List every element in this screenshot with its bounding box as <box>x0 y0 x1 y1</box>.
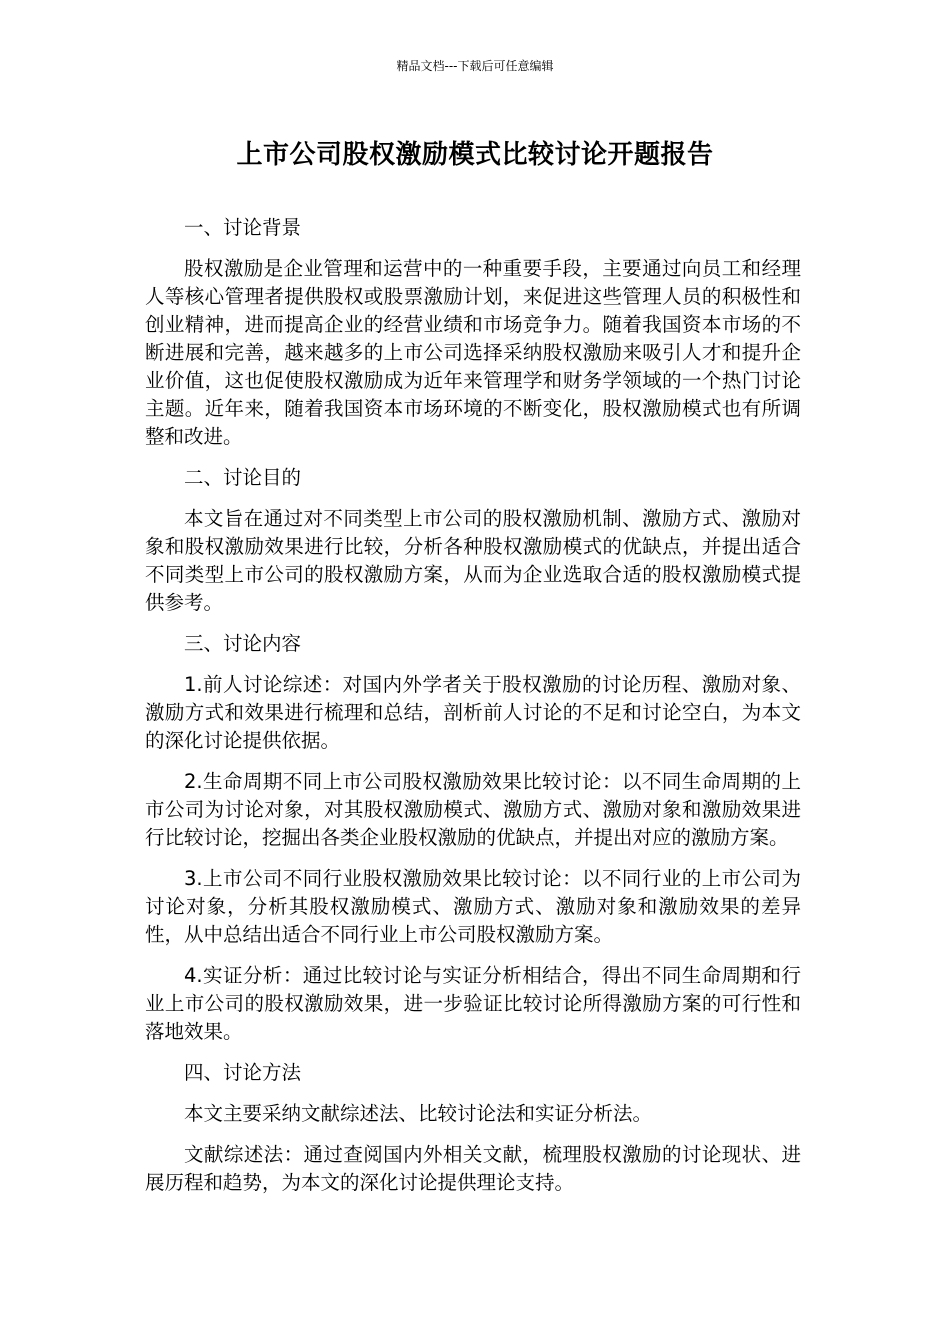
paragraph-content-2: 2.生命周期不同上市公司股权激励效果比较讨论：以不同生命周期的上市公司为讨论对象，对其股权激励模式、激励方式、激励对象和激励效果进行比较讨论，挖掘出各类企业股权激励的优缺点，并提出对应的激励方案。 <box>145 770 801 849</box>
section-heading-content: 三、讨论内容 <box>184 632 302 655</box>
document-title: 上市公司股权激励模式比较讨论开题报告 <box>236 140 714 170</box>
section-heading-purpose: 二、讨论目的 <box>184 466 302 489</box>
paragraph-background-1: 股权激励是企业管理和运营中的一种重要手段，主要通过向员工和经理人等核心管理者提供股权或股票激励计划，来促进这些管理人员的积极性和创业精神，进而提高企业的经营业绩和市场竞争力。随着我国资本市场的不断进展和完善，越来越多的上市公司选择采纳股权激励来吸引人才和提升企业价值，这也促使股权激励成为近年来管理学和财务学领域的一个热门讨论主题。近年来，随着我国资本市场环境的不断变化，股权激励模式也有所调整和改进。 <box>145 257 801 448</box>
document-body <box>145 214 801 1210</box>
paragraph-purpose-1: 本文旨在通过对不同类型上市公司的股权激励机制、激励方式、激励对象和股权激励效果进行比较，分析各种股权激励模式的优缺点，并提出适合不同类型上市公司的股权激励方案，从而为企业选取合适的股权激励模式提供参考。 <box>145 507 801 614</box>
section-heading-background: 一、讨论背景 <box>184 216 302 239</box>
paragraph-content-4: 4.实证分析：通过比较讨论与实证分析相结合，得出不同生命周期和行业上市公司的股权激励效果，进一步验证比较讨论所得激励方案的可行性和落地效果。 <box>145 964 801 1043</box>
paragraph-content-1: 1.前人讨论综述：对国内外学者关于股权激励的讨论历程、激励对象、激励方式和效果进行梳理和总结，剖析前人讨论的不足和讨论空白，为本文的深化讨论提供依据。 <box>145 673 801 752</box>
paragraph-content-3: 3.上市公司不同行业股权激励效果比较讨论：以不同行业的上市公司为讨论对象，分析其股权激励模式、激励方式、激励对象和激励效果的差异性，从中总结出适合不同行业上市公司股权激励方案。 <box>145 867 801 946</box>
header-note: 精品文档---下载后可任意编辑 <box>396 59 554 73</box>
paragraph-methods-1: 本文主要采纳文献综述法、比较讨论法和实证分析法。 <box>184 1102 653 1125</box>
paragraph-methods-2: 文献综述法：通过查阅国内外相关文献，梳理股权激励的讨论现状、进展历程和趋势，为本文的深化讨论提供理论支持。 <box>145 1143 801 1194</box>
section-heading-methods: 四、讨论方法 <box>184 1061 302 1084</box>
